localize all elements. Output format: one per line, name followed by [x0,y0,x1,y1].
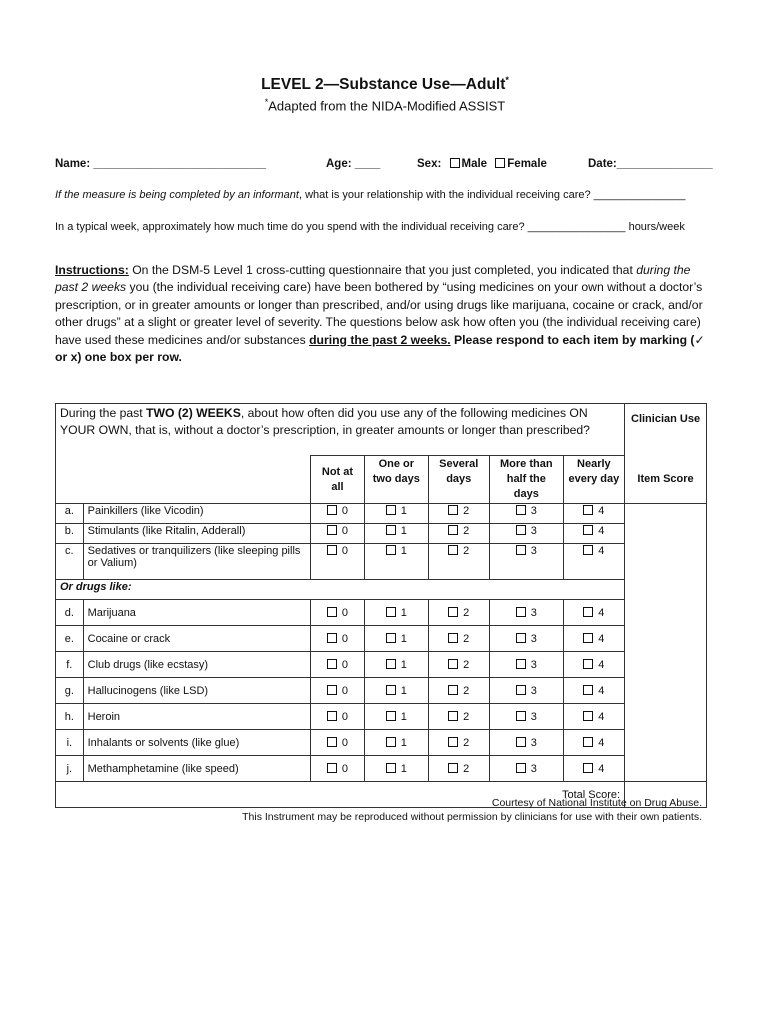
item-letter: j. [56,756,84,782]
item-row [56,756,707,782]
item-letter: f. [56,652,84,678]
response-option[interactable] [428,600,489,626]
option-value: 1 [400,505,407,517]
checkbox-icon[interactable] [327,763,337,773]
checkbox-icon[interactable] [516,737,526,747]
response-option[interactable] [563,544,624,580]
checkbox-icon[interactable] [448,545,458,555]
response-option[interactable] [563,524,624,544]
response-option[interactable] [310,504,364,524]
option-value: 1 [400,736,407,749]
option-value: 2 [463,762,470,775]
option-value: 2 [463,525,470,537]
item-score-header: Item Score [625,456,707,504]
response-option[interactable] [310,524,364,544]
response-option[interactable] [365,600,428,626]
item-letter: c. [56,544,84,580]
option-value: 4 [598,762,605,775]
item-score-cell[interactable] [625,504,707,524]
checkbox-icon[interactable] [448,633,458,643]
option-value: 2 [463,505,470,517]
checkbox-icon[interactable] [448,685,458,695]
checkbox-icon[interactable] [448,505,458,515]
checkbox-icon[interactable] [327,607,337,617]
response-option[interactable] [428,678,489,704]
option-value: 3 [530,762,537,775]
checkbox-icon[interactable] [583,737,593,747]
option-value: 2 [463,736,470,749]
credit-reproduction: This Instrument may be reproduced without permission by clinicians for use with their own patients. [242,811,702,823]
checkbox-icon[interactable] [583,607,593,617]
response-option[interactable] [310,652,364,678]
response-option[interactable] [489,600,563,626]
response-option[interactable] [365,704,428,730]
response-option[interactable] [310,704,364,730]
checkbox-icon[interactable] [327,685,337,695]
option-value: 0 [341,762,349,775]
column-header-row [56,456,707,504]
item-label: Marijuana [83,600,310,626]
item-label: Inhalants or solvents (like glue) [83,730,310,756]
option-value: 0 [341,632,349,645]
option-value: 4 [598,545,605,557]
option-value: 3 [530,684,537,697]
item-label: Painkillers (like Vicodin) [83,504,310,524]
option-value: 0 [341,658,349,671]
response-option[interactable] [365,730,428,756]
checkbox-icon[interactable] [327,711,337,721]
age-field[interactable]: Age: ____ [326,158,381,170]
option-value: 1 [400,658,407,671]
credit-nida: Courtesy of National Institute on Drug Abuse. [491,797,702,809]
response-option[interactable] [428,544,489,580]
item-label: Heroin [83,704,310,730]
question-text: During the past TWO (2) WEEKS, about how often did you use any of the following medicines ON YOUR OWN, that is, without a doctor’s prescription, in greater amounts or longer than prescribed? [56,404,625,456]
checkbox-icon[interactable] [583,545,593,555]
item-row [56,704,707,730]
response-option[interactable] [563,704,624,730]
checkbox-icon[interactable] [583,525,593,535]
response-option[interactable] [489,730,563,756]
checkbox-icon[interactable] [516,685,526,695]
total-score-label: Total Score: [56,782,625,808]
response-option[interactable] [563,756,624,782]
female-label: Female [507,158,547,170]
option-value: 1 [400,525,407,537]
option-value: 0 [341,710,349,723]
response-option[interactable] [310,544,364,580]
col-one-or-two-days: One or two days [365,456,428,504]
option-value: 4 [598,525,605,537]
response-option[interactable] [563,730,624,756]
option-value: 3 [530,658,537,671]
male-checkbox[interactable] [450,158,460,168]
checkbox-icon[interactable] [516,659,526,669]
response-option[interactable] [489,544,563,580]
sex-label: Sex: [417,158,442,170]
checkbox-icon[interactable] [327,525,337,535]
instructions: Instructions: On the DSM-5 Level 1 cross-cutting questionnaire that you just completed, you indicated that during the past 2 weeks you (the individual receiving care) have been bothered by “using medicines on your own without a doctor’s prescription, or in greater amounts or longer than prescribed, and/or using drugs like marijuana, cocaine or crack, and/or other drugs” at a slight or greater level of severity. The questions below ask how often you (the individual receiving care) have used these medicines and/or substances during the past 2 weeks. Please respond to each item by marking (✓ or x) one box per row. [55,263,705,365]
checkbox-icon[interactable] [583,711,593,721]
checkbox-icon[interactable] [327,737,337,747]
response-option[interactable] [310,730,364,756]
checkbox-icon[interactable] [516,607,526,617]
checkbox-icon[interactable] [583,633,593,643]
checkbox-icon[interactable] [327,659,337,669]
response-option[interactable] [310,626,364,652]
checkbox-icon[interactable] [516,505,526,515]
option-value: 1 [400,762,407,775]
item-row [56,524,707,544]
response-option[interactable] [365,678,428,704]
response-option[interactable] [428,626,489,652]
item-label: Stimulants (like Ritalin, Adderall) [83,524,310,544]
name-field[interactable]: Name: ___________________________ [55,158,267,170]
response-option[interactable] [365,504,428,524]
date-field[interactable]: Date:_______________ [588,158,713,170]
item-row [56,626,707,652]
checkbox-icon[interactable] [448,763,458,773]
checkbox-icon[interactable] [386,545,396,555]
response-option[interactable] [563,678,624,704]
item-score-cell[interactable] [625,730,707,756]
option-value: 3 [530,525,537,537]
clinician-use-header: Clinician Use [625,404,707,456]
item-row [56,600,707,626]
option-value: 4 [598,684,605,697]
option-value: 4 [598,658,605,671]
response-option[interactable] [563,600,624,626]
response-option[interactable] [489,626,563,652]
sex-field [417,158,547,170]
option-value: 2 [463,684,470,697]
item-row [56,652,707,678]
response-option[interactable] [489,756,563,782]
checkbox-icon[interactable] [516,545,526,555]
option-value: 3 [530,736,537,749]
response-option[interactable] [365,652,428,678]
option-value: 3 [530,545,537,557]
checkbox-icon[interactable] [448,737,458,747]
male-label: Male [461,158,488,170]
female-checkbox[interactable] [495,158,505,168]
checkbox-icon[interactable] [386,505,396,515]
option-value: 4 [598,505,605,517]
page-title: LEVEL 2—Substance Use—Adult* [261,75,509,94]
response-option[interactable] [310,600,364,626]
option-value: 3 [530,505,537,517]
response-option[interactable] [489,678,563,704]
option-value: 1 [400,684,407,697]
item-score-cell[interactable] [625,524,707,544]
response-option[interactable] [489,652,563,678]
option-value: 0 [341,736,349,749]
option-value: 1 [400,606,407,619]
response-option[interactable] [428,524,489,544]
item-label: Methamphetamine (like speed) [83,756,310,782]
response-option[interactable] [428,704,489,730]
option-value: 2 [463,710,470,723]
checkbox-icon[interactable] [583,505,593,515]
option-value: 1 [400,710,407,723]
checkbox-icon[interactable] [448,659,458,669]
option-value: 2 [463,632,470,645]
checkbox-icon[interactable] [386,659,396,669]
option-value: 1 [400,632,407,645]
response-option[interactable] [489,704,563,730]
item-label: Sedatives or tranquilizers (like sleeping pills or Valium) [83,544,310,580]
checkbox-icon[interactable] [448,525,458,535]
option-value: 3 [530,710,537,723]
response-option[interactable] [428,504,489,524]
option-value: 3 [530,632,537,645]
item-row [56,504,707,524]
item-score-cell[interactable] [625,580,707,600]
checkbox-icon[interactable] [327,505,337,515]
item-score-cell[interactable] [625,756,707,782]
item-letter: h. [56,704,84,730]
response-option[interactable] [489,504,563,524]
item-letter: b. [56,524,84,544]
response-option[interactable] [310,678,364,704]
checkbox-icon[interactable] [516,525,526,535]
item-row [56,544,707,580]
response-option[interactable] [563,626,624,652]
option-value: 0 [341,525,349,537]
informant-line[interactable]: If the measure is being completed by an informant, what is your relationship with the individual receiving care? _______________ [55,189,686,201]
checkbox-icon[interactable] [516,711,526,721]
checkbox-icon[interactable] [448,711,458,721]
checkbox-icon[interactable] [516,763,526,773]
page-subtitle: *Adapted from the NIDA-Modified ASSIST [264,97,506,114]
item-letter: a. [56,504,84,524]
checkbox-icon[interactable] [583,659,593,669]
option-value: 0 [341,684,349,697]
response-option[interactable] [310,756,364,782]
checkbox-icon[interactable] [583,763,593,773]
option-value: 4 [598,606,605,619]
checkbox-icon[interactable] [386,685,396,695]
response-option[interactable] [428,652,489,678]
substance-use-table [55,403,707,808]
option-value: 3 [530,606,537,619]
response-option[interactable] [563,504,624,524]
checkbox-icon[interactable] [583,685,593,695]
checkbox-icon[interactable] [327,633,337,643]
checkbox-icon[interactable] [386,607,396,617]
col-several-days: Several days [428,456,489,504]
response-option[interactable] [563,652,624,678]
item-score-cell[interactable] [625,600,707,626]
item-score-cell[interactable] [625,626,707,652]
checkbox-icon[interactable] [386,711,396,721]
item-letter: g. [56,678,84,704]
item-score-cell[interactable] [625,544,707,580]
or-drugs-label: Or drugs like: [56,580,625,600]
item-letter: e. [56,626,84,652]
checkbox-icon[interactable] [327,545,337,555]
item-score-cell[interactable] [625,652,707,678]
col-nearly-every-day: Nearly every day [563,456,624,504]
item-row [56,730,707,756]
option-value: 0 [341,505,349,517]
checkbox-icon[interactable] [516,633,526,643]
option-value: 1 [400,545,407,557]
option-value: 2 [463,658,470,671]
response-option[interactable] [365,544,428,580]
response-option[interactable] [365,524,428,544]
response-option[interactable] [428,756,489,782]
item-label: Hallucinogens (like LSD) [83,678,310,704]
checkbox-icon[interactable] [386,737,396,747]
col-not-at-all: Not at all [310,456,364,504]
time-line[interactable]: In a typical week, approximately how much time do you spend with the individual receiving care? ________________ hours/week [55,221,685,233]
option-value: 4 [598,710,605,723]
option-value: 0 [341,545,349,557]
checkbox-icon[interactable] [386,633,396,643]
item-letter: d. [56,600,84,626]
checkbox-icon[interactable] [448,607,458,617]
response-option[interactable] [428,730,489,756]
checkbox-icon[interactable] [386,763,396,773]
response-option[interactable] [489,524,563,544]
item-label: Club drugs (like ecstasy) [83,652,310,678]
response-option[interactable] [365,756,428,782]
item-score-cell[interactable] [625,704,707,730]
item-score-cell[interactable] [625,678,707,704]
option-value: 2 [463,606,470,619]
item-letter: i. [56,730,84,756]
option-value: 2 [463,545,470,557]
option-value: 0 [341,606,349,619]
response-option[interactable] [365,626,428,652]
item-row [56,678,707,704]
or-drugs-row [56,580,707,600]
item-label: Cocaine or crack [83,626,310,652]
option-value: 4 [598,736,605,749]
col-more-than-half: More than half the days [489,456,563,504]
option-value: 4 [598,632,605,645]
checkbox-icon[interactable] [386,525,396,535]
